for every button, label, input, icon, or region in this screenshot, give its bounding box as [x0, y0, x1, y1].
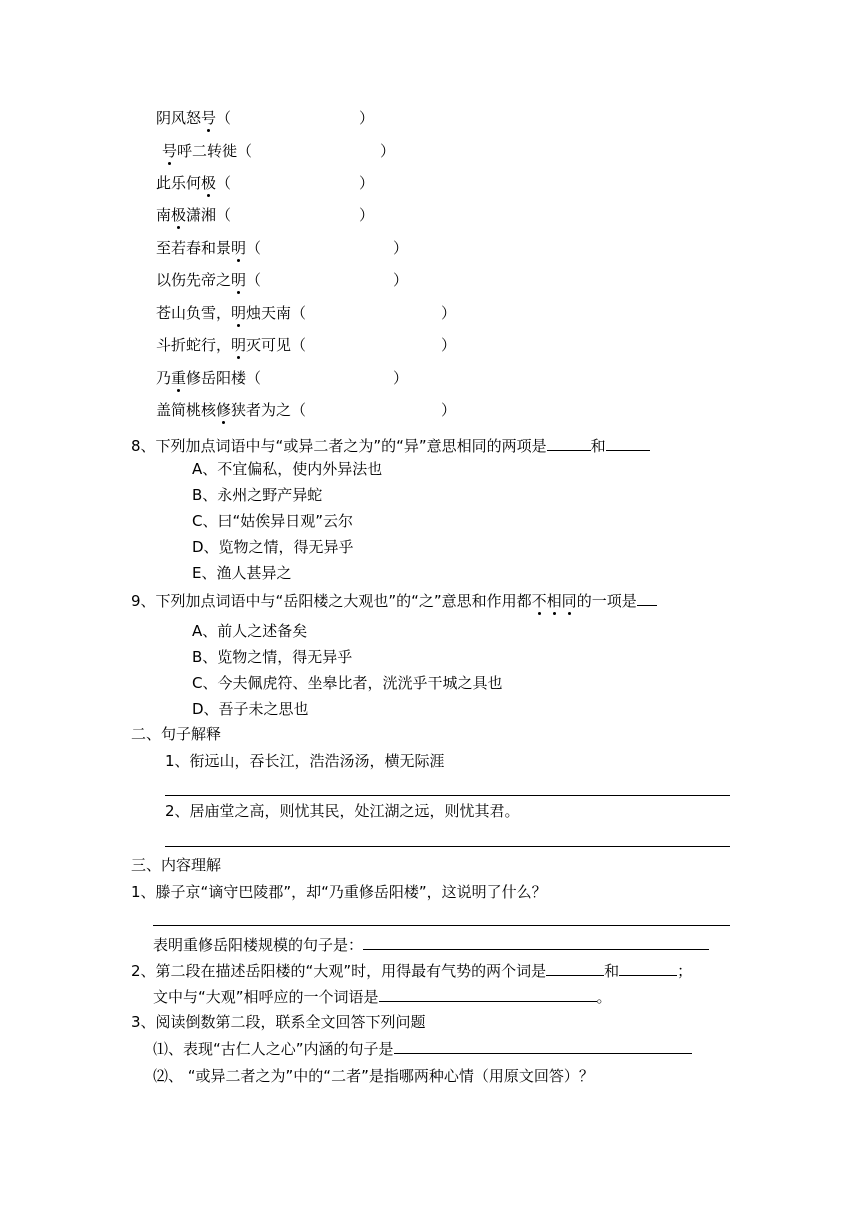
vocab-paren-close	[393, 368, 408, 388]
question-text: 8、下列加点词语中与“或异二者之为”的“异”意思相同的两项是	[131, 437, 547, 455]
question-text-line	[131, 882, 547, 902]
question-text-line	[131, 1012, 426, 1032]
vocab-line	[156, 400, 306, 420]
vocab-line	[156, 368, 261, 388]
option-text: C、今夫佩虎符、坐皋比者，洸洸乎干城之具也	[192, 674, 503, 692]
vocab-text: 至若春和景	[156, 239, 232, 257]
question-9-stem	[131, 590, 657, 611]
paren-close: ）	[393, 271, 409, 289]
vocab-paren-close	[393, 238, 408, 258]
vocab-text: （	[216, 109, 232, 127]
question-text: 9、下列加点词语中与“岳阳楼之大观也”的“之”意思和作用都	[131, 592, 532, 610]
vocab-text: 斗折蛇行，	[156, 336, 232, 354]
question-text: 和	[590, 437, 606, 455]
question-text: 文中与“大观”相呼应的一个词语是	[153, 988, 379, 1006]
dotted-char: 明	[231, 304, 247, 322]
paren-close: ）	[441, 336, 457, 354]
vocab-paren-close	[441, 400, 456, 420]
vocab-paren-close	[393, 270, 408, 290]
question-text: ⑴、表现“古仁人之心”内涵的句子是	[153, 1040, 394, 1058]
dotted-char: 重	[171, 369, 187, 387]
option	[192, 563, 291, 583]
answer-blank[interactable]	[363, 934, 709, 950]
option	[192, 511, 353, 531]
section-heading	[131, 855, 221, 875]
option	[192, 699, 309, 719]
paren-close: ）	[359, 174, 375, 192]
question-text: 1、滕子京“谪守巴陵郡”，却“乃重修岳阳楼”，这说明了什么？	[131, 883, 547, 901]
dotted-char: 号	[162, 142, 178, 160]
option	[192, 673, 502, 693]
question-text-line	[153, 934, 709, 955]
question-text: 。	[596, 988, 612, 1006]
dotted-char: 同	[561, 592, 577, 610]
sentence-item	[165, 751, 445, 771]
vocab-text: 南	[156, 206, 172, 224]
dotted-char: 号	[201, 109, 217, 127]
vocab-paren-close	[359, 205, 374, 225]
vocab-paren-close	[441, 335, 456, 355]
answer-line[interactable]	[153, 925, 730, 926]
dotted-char: 明	[231, 336, 247, 354]
option	[192, 647, 352, 667]
question-text: 2、第二段在描述岳阳楼的“大观”时，用得最有气势的两个词是	[131, 962, 547, 980]
vocab-paren-close	[359, 173, 374, 193]
answer-blank[interactable]	[394, 1038, 692, 1054]
vocab-line	[156, 335, 306, 355]
question-text: ；	[677, 962, 693, 980]
vocab-line	[162, 141, 252, 161]
question-8-stem	[131, 435, 650, 456]
vocab-text: 乃	[156, 369, 172, 387]
vocab-text: 此乐何	[156, 174, 202, 192]
paren-close: ）	[441, 401, 457, 419]
paren-close: ）	[393, 369, 409, 387]
sentence-text: 2、居庙堂之高，则忧其民，处江湖之远，则忧其君。	[165, 802, 520, 820]
paren-close: ）	[380, 142, 396, 160]
vocab-text: 潇湘（	[186, 206, 232, 224]
vocab-text: 阴风怒	[156, 109, 202, 127]
vocab-paren-close	[380, 141, 395, 161]
question-text: ⑵、 “或异二者之为”中的“二者”是指哪两种心情（用原文回答）？	[153, 1067, 594, 1085]
question-text-line	[131, 960, 692, 981]
answer-blank[interactable]	[606, 435, 650, 451]
heading-text: 三、内容理解	[131, 856, 222, 874]
question-text-line	[153, 1038, 692, 1059]
vocab-text: （	[246, 271, 262, 289]
paren-close: ）	[359, 206, 375, 224]
answer-blank[interactable]	[619, 960, 677, 976]
answer-blank[interactable]	[547, 435, 591, 451]
answer-blank[interactable]	[379, 986, 597, 1002]
paren-close: ）	[359, 109, 375, 127]
option-text: B、永州之野产异蛇	[192, 486, 323, 504]
vocab-line	[156, 205, 231, 225]
vocab-line	[156, 303, 306, 323]
question-text: 表明重修岳阳楼规模的句子是：	[153, 936, 364, 954]
question-text: 3、阅读倒数第二段，联系全文回答下列问题	[131, 1013, 426, 1031]
paren-close: ）	[393, 239, 409, 257]
option	[192, 485, 322, 505]
vocab-line	[156, 173, 231, 193]
option-text: D、吾子未之思也	[192, 700, 309, 718]
dotted-char: 极	[201, 174, 217, 192]
question-text: 和	[604, 962, 620, 980]
option-text: C、曰“姑俟异日观”云尔	[192, 512, 354, 530]
answer-line[interactable]	[165, 846, 730, 847]
option	[192, 459, 382, 479]
section-heading	[131, 724, 221, 744]
dotted-char: 修	[216, 401, 232, 419]
option-text: B、览物之情，得无异乎	[192, 648, 353, 666]
sentence-item	[165, 801, 520, 821]
dotted-char: 明	[231, 271, 247, 289]
dotted-char: 相	[546, 592, 562, 610]
sentence-text: 1、衔远山，吞长江，浩浩汤汤，横无际涯	[165, 752, 445, 770]
paren-close: ）	[441, 304, 457, 322]
vocab-text: 苍山负雪，	[156, 304, 232, 322]
vocab-text: 盖简桃核	[156, 401, 217, 419]
vocab-text: 修岳阳楼（	[186, 369, 262, 387]
dotted-char: 明	[231, 239, 247, 257]
heading-text: 二、句子解释	[131, 725, 222, 743]
option-text: A、前人之述备矣	[192, 622, 308, 640]
question-text: 的一项是	[576, 592, 637, 610]
option-text: E、渔人甚异之	[192, 564, 292, 582]
vocab-text: 以伤先帝之	[156, 271, 232, 289]
vocab-text: 呼二转徙（	[177, 142, 253, 160]
vocab-paren-close	[359, 108, 374, 128]
vocab-text: （	[216, 174, 232, 192]
option-text: D、览物之情，得无异乎	[192, 538, 354, 556]
vocab-line	[156, 108, 231, 128]
dotted-char: 极	[171, 206, 187, 224]
vocab-text: 灭可见（	[246, 336, 307, 354]
option-text: A、不宜偏私，使内外异法也	[192, 460, 383, 478]
vocab-line	[156, 238, 261, 258]
vocab-line	[156, 270, 261, 290]
vocab-paren-close	[441, 303, 456, 323]
vocab-text: （	[246, 239, 262, 257]
vocab-text: 狭者为之（	[231, 401, 307, 419]
vocab-text: 烛天南（	[246, 304, 307, 322]
option	[192, 621, 307, 641]
answer-line[interactable]	[165, 795, 730, 796]
option	[192, 537, 354, 557]
question-text-line	[153, 986, 612, 1007]
question-text-line	[153, 1066, 594, 1086]
answer-blank[interactable]	[637, 590, 657, 606]
answer-blank[interactable]	[546, 960, 604, 976]
dotted-char: 不	[531, 592, 547, 610]
